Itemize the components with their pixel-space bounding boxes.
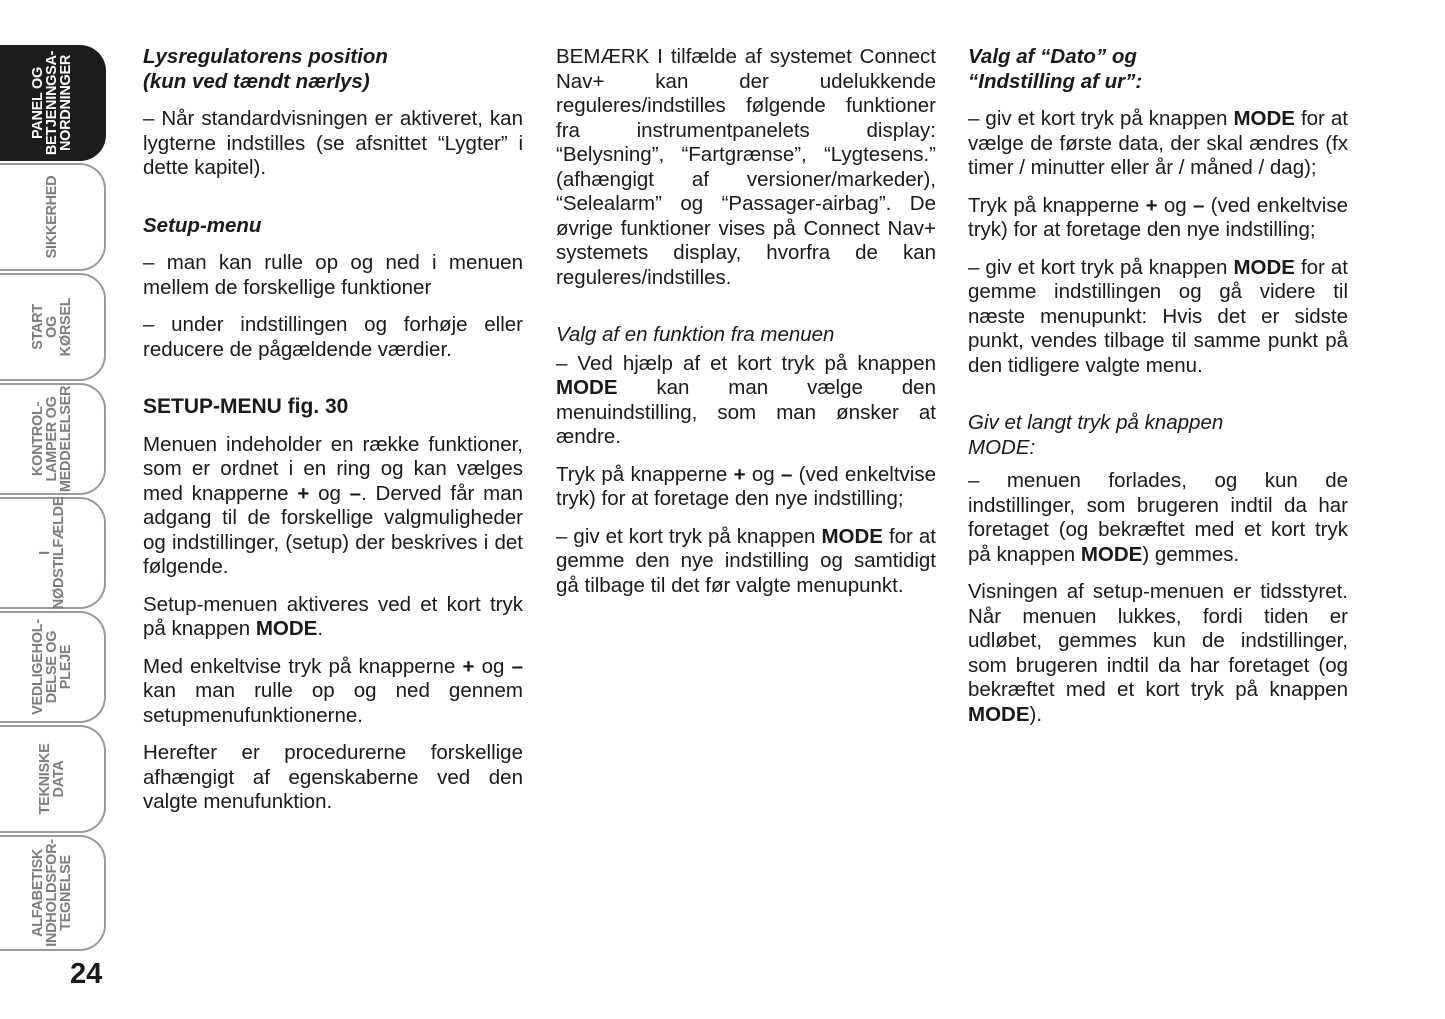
- tab-label: ALFABETISK INDHOLDSFOR- TEGNELSE: [30, 839, 74, 947]
- page-number: 24: [70, 958, 103, 990]
- tab-label: KONTROL- LAMPER OG MEDDELELSER: [30, 385, 74, 493]
- tab-sikkerhed[interactable]: [0, 163, 106, 271]
- tab-label: TEKNISKE DATA: [37, 743, 67, 815]
- tab-i-nodstilfaelde[interactable]: [0, 497, 106, 609]
- tab-alfabetisk-indholdsfortegnelse[interactable]: [0, 835, 106, 951]
- tab-start-og-korsel[interactable]: [0, 273, 106, 381]
- tab-panel-og-betjeningsanordninger[interactable]: [0, 45, 106, 161]
- text-column-3: [968, 45, 1348, 740]
- paragraph: – man kan rulle op og ned i menuen mellem de forskellige funktioner: [143, 251, 523, 299]
- heading-lysregulator: [143, 45, 523, 94]
- heading-line: Valg af “Dato” og: [968, 45, 1137, 68]
- paragraph: Setup-menuen aktiveres ved et kort tryk på knappen MODE.: [143, 592, 523, 640]
- paragraph: Tryk på knapperne + og – (ved enkeltvise tryk) for at foretage den nye indstilling;: [556, 462, 936, 510]
- paragraph: Tryk på knapperne + og – (ved enkeltvise tryk) for at foretage den nye indstilling;: [968, 193, 1348, 241]
- text-column-2: [556, 45, 936, 611]
- tab-label: PANEL OG BETJENINGSA- NORDNINGER: [30, 50, 74, 156]
- paragraph: – Ved hjælp af et kort tryk på knappen MODE kan man vælge den menuindstilling, som man ønsker at ændre.: [556, 351, 936, 448]
- tab-tekniske-data[interactable]: [0, 725, 106, 833]
- heading-valg-af-funktion: Valg af en funktion fra menuen: [556, 323, 835, 346]
- tab-vedligeholdelse-og-pleje[interactable]: [0, 611, 106, 723]
- paragraph: Visningen af setup-menuen er tidsstyret. Når menuen lukkes, fordi tiden er udløbet, gemmes kun de indstillinger, som brugeren indtil da har foretaget (og bekræftet med et kort tryk på knappen MODE).: [968, 580, 1348, 726]
- heading-langt-tryk: [968, 411, 1348, 460]
- paragraph: – giv et kort tryk på knappen MODE for at gemme indstillingen og gå videre til næste menupunkt: Hvis det er sidste punkt, vendes tilbage til samme punkt på den tidligere valgte menu.: [968, 255, 1348, 377]
- paragraph: – under indstillingen og forhøje eller reducere de pågældende værdier.: [143, 313, 523, 361]
- heading-valg-af-dato: [968, 45, 1348, 94]
- paragraph: – Når standardvisningen er aktiveret, kan lygterne indstilles (se afsnittet “Lygter” i dette kapitel).: [143, 107, 523, 179]
- tab-label: SIKKERHED: [44, 175, 60, 259]
- heading-line: Lysregulatorens position: [143, 45, 388, 68]
- paragraph: Menuen indeholder en række funktioner, som er ordnet i en ring og kan vælges med knapperne + og –. Derved får man adgang til de forskellige valgmuligheder og indstillinger, (setup) der beskrives i det følgende.: [143, 432, 523, 578]
- note-paragraph: BEMÆRK I tilfælde af systemet Connect Nav+ kan der udelukkende reguleres/indstilles følgende funktioner fra instrumentpanelets display: “Belysning”, “Fartgrænse”, “Lygtesens.” (afhængigt af versioner/markeder), “Selealarm” og “Passager-airbag”. De øvrige funktioner vises på Connect Nav+ systemets display, hvorfra de kan reguleres/indstilles.: [556, 45, 936, 289]
- paragraph: Herefter er procedurerne forskellige afhængigt af egenskaberne ved den valgte menufunktion.: [143, 741, 523, 813]
- tab-label: I NØDSTILFÆLDE: [37, 496, 67, 610]
- heading-setup-menu: Setup-menu: [143, 213, 262, 237]
- paragraph: Med enkeltvise tryk på knapperne + og – kan man rulle op og ned gennem setupmenufunktionerne.: [143, 654, 523, 727]
- heading-line: MODE:: [968, 435, 1036, 459]
- paragraph: – giv et kort tryk på knappen MODE for at gemme den nye indstilling og samtidigt gå tilbage til det før valgte menupunkt.: [556, 524, 936, 597]
- tab-label: START OG KØRSEL: [30, 297, 74, 357]
- tab-kontrollamper-og-meddelelser[interactable]: [0, 383, 106, 495]
- paragraph: – giv et kort tryk på knappen MODE for at vælge de første data, der skal ændres (fx timer / minutter eller år / måned / dag);: [968, 107, 1348, 179]
- tab-label: VEDLIGEHOL- DELSE OG PLEJE: [30, 619, 74, 715]
- heading-line: “Indstilling af ur”:: [968, 69, 1143, 93]
- heading-setup-menu-fig: SETUP-MENU fig. 30: [143, 395, 349, 418]
- text-column-1: [143, 45, 523, 828]
- heading-line: (kun ved tændt nærlys): [143, 69, 370, 93]
- heading-line: Giv et langt tryk på knappen: [968, 411, 1224, 434]
- paragraph: – menuen forlades, og kun de indstillinger, som brugeren indtil da har foretaget (og bekræftet med et kort tryk på knappen MODE) gemmes.: [968, 469, 1348, 566]
